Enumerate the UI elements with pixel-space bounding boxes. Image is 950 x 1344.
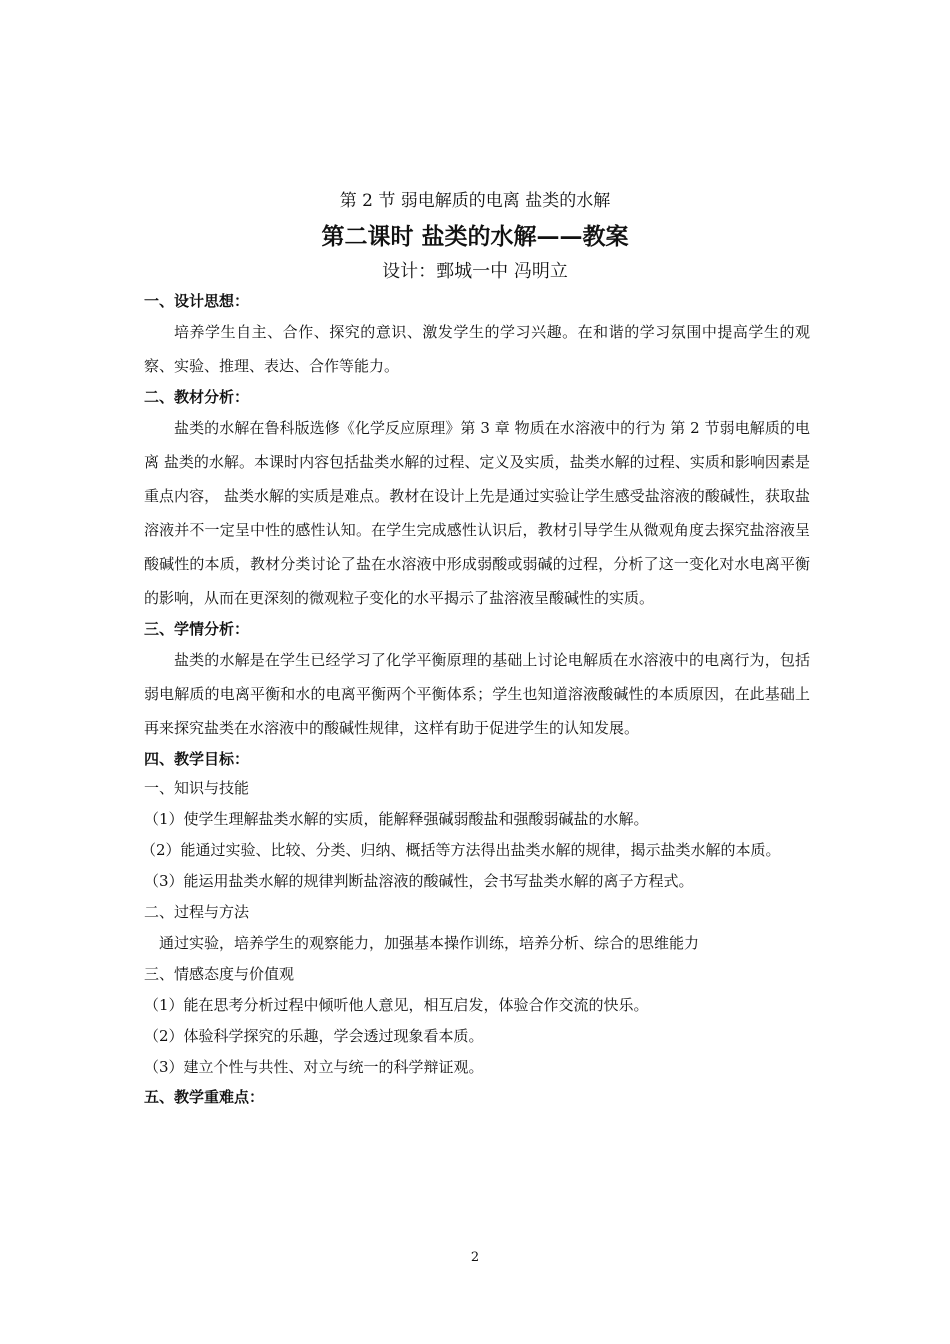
section-design-heading: 一、设计思想： [144, 292, 250, 310]
goal-emotion-title: 三、情感态度与价值观 [144, 965, 295, 983]
lesson-author: 设计：鄄城一中 冯明立 [382, 261, 568, 282]
goal-process-title: 二、过程与方法 [144, 903, 250, 921]
section-design-text: 培养学生自主、合作、探究的意识、激发学生的学习兴趣。在和谐的学习氛围中提高学生的观察、实验、推理、表达、合作等能力。 [144, 323, 810, 375]
goal-emotion-item: （2）体验科学探究的乐趣，学会透过现象看本质。 [144, 1027, 484, 1045]
page-number: 2 [470, 1250, 480, 1265]
goal-knowledge-item: （1）使学生理解盐类水解的实质，能解释强碱弱酸盐和强酸弱碱盐的水解。 [144, 810, 649, 828]
section-student-text: 盐类的水解是在学生已经学习了化学平衡原理的基础上讨论电解质在水溶液中的电离行为，包括弱电解质的电离平衡和水的电离平衡两个平衡体系；学生也知道溶液酸碱性的本质原因，在此基础上再来探究盐类在水溶液中的酸碱性规律，这样有助于促进学生的认知发展。 [144, 651, 810, 737]
section-goals-heading: 四、教学目标： [144, 750, 250, 768]
lesson-subtitle: 第 2 节 弱电解质的电离 盐类的水解 [339, 191, 611, 211]
goal-emotion-item: （3）建立个性与共性、对立与统一的科学辩证观。 [144, 1058, 484, 1076]
section-material-heading: 二、教材分析： [144, 388, 250, 406]
goal-process-text: 通过实验，培养学生的观察能力，加强基本操作训练，培养分析、综合的思维能力 [159, 934, 700, 952]
goal-knowledge-item: （2）能通过实验、比较、分类、归纳、概括等方法得出盐类水解的规律，揭示盐类水解的本质。 [141, 841, 781, 859]
section-student-heading: 三、学情分析： [144, 620, 250, 638]
goal-emotion-item: （1）能在思考分析过程中倾听他人意见，相互启发，体验合作交流的快乐。 [144, 996, 649, 1014]
section-keypoints-heading: 五、教学重难点： [144, 1088, 265, 1106]
document-body [141, 287, 810, 1111]
goal-knowledge-title: 一、知识与技能 [144, 779, 250, 797]
section-material-text: 盐类的水解在鲁科版选修《化学反应原理》第 3 章 物质在水溶液中的行为 第 2 节弱电解质的电离 盐类的水解。本课时内容包括盐类水解的过程、定义及实质，盐类水解的过程、实质和影响因素是重点内容， 盐类水解的实质是难点。教材在设计上先是通过实验让学生感受盐溶液的酸碱性，获取盐溶液并不一定呈中性的感性认知。在学生完成感性认识后，教材引导学生从微观角度去探究盐溶液呈酸碱性的本质，教材分类讨论了盐在水溶液中形成弱酸或弱碱的过程，分析了这一变化对水电离平衡的影响，从而在更深刻的微观粒子变化的水平揭示了盐溶液呈酸碱性的实质。 [144, 419, 810, 607]
lesson-title: 第二课时 盐类的水解——教案 [321, 223, 629, 250]
goal-knowledge-item: （3）能运用盐类水解的规律判断盐溶液的酸碱性，会书写盐类水解的离子方程式。 [144, 872, 694, 890]
